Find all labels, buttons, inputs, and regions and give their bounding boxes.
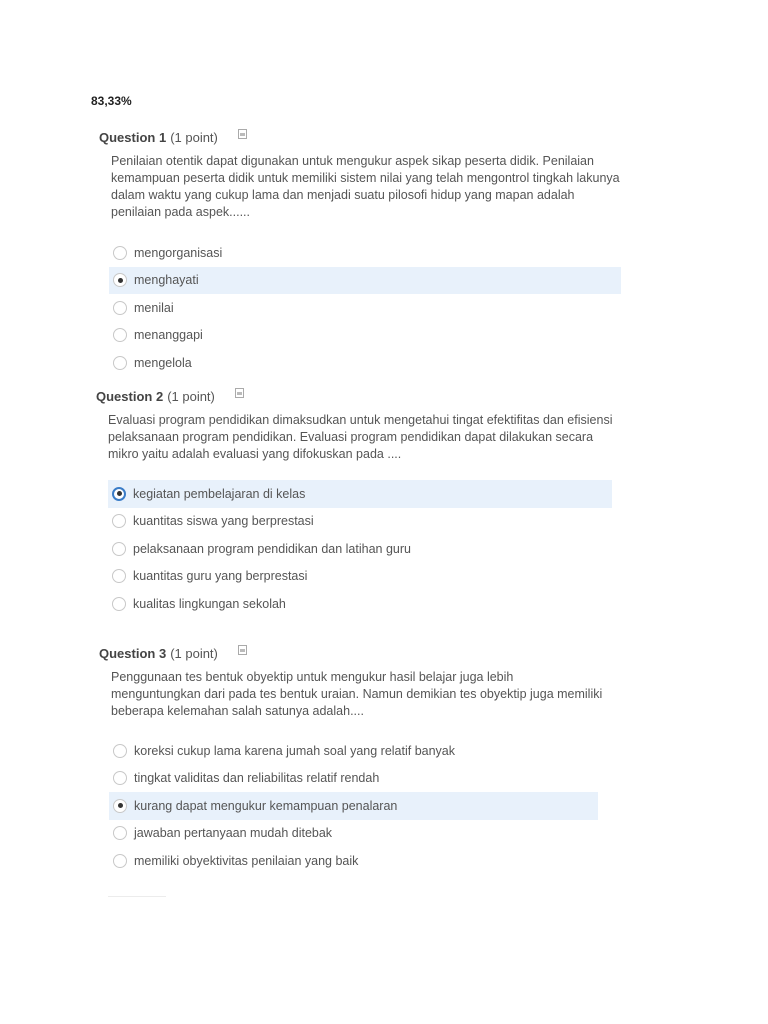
option-label: kuantitas guru yang berprestasi xyxy=(133,569,308,584)
question-text: Penggunaan tes bentuk obyektip untuk mengukur hasil belajar juga lebih menguntungkan dari pada tes bentuk uraian. Namun demikian tes obyektip juga memiliki beberapa kelemahan salah satunya adalah.... xyxy=(111,670,603,718)
option-2[interactable] xyxy=(109,765,621,793)
option-5[interactable] xyxy=(109,847,621,875)
radio-button[interactable] xyxy=(113,328,127,342)
answer-options xyxy=(109,239,639,377)
question-header xyxy=(96,386,636,406)
radio-button[interactable] xyxy=(113,301,127,315)
bookmark-icon[interactable] xyxy=(235,388,244,398)
radio-button[interactable] xyxy=(112,569,126,583)
option-label: menilai xyxy=(134,300,174,315)
option-1[interactable] xyxy=(108,480,612,508)
option-4[interactable] xyxy=(109,820,621,848)
radio-button[interactable] xyxy=(113,246,127,260)
option-label: memiliki obyektivitas penilaian yang baik xyxy=(134,853,359,868)
question-title: Question 1 xyxy=(99,129,167,145)
question-title: Question 3 xyxy=(99,645,167,661)
question-points: (1 point) xyxy=(170,645,218,661)
question-points: (1 point) xyxy=(167,388,215,404)
radio-button[interactable] xyxy=(112,597,126,611)
option-3[interactable] xyxy=(108,535,620,563)
radio-button[interactable] xyxy=(112,542,126,556)
option-label: kurang dapat mengukur kemampuan penalaran xyxy=(134,798,398,813)
question-1 xyxy=(99,127,639,377)
option-label: mengorganisasi xyxy=(134,245,223,260)
option-5[interactable] xyxy=(108,590,620,618)
option-label: menanggapi xyxy=(134,328,203,343)
question-header xyxy=(99,643,639,663)
option-4[interactable] xyxy=(108,563,620,591)
radio-button[interactable] xyxy=(113,273,127,287)
bookmark-icon[interactable] xyxy=(238,129,247,139)
question-header xyxy=(99,127,639,147)
radio-button[interactable] xyxy=(113,854,127,868)
radio-button[interactable] xyxy=(113,356,127,370)
score-percentage: 83,33% xyxy=(91,94,132,108)
question-2 xyxy=(96,386,636,618)
bookmark-icon[interactable] xyxy=(238,645,247,655)
option-label: jawaban pertanyaan mudah ditebak xyxy=(134,826,333,841)
option-label: menghayati xyxy=(134,273,199,288)
option-1[interactable] xyxy=(109,737,621,765)
option-3[interactable] xyxy=(109,792,598,820)
option-2[interactable] xyxy=(109,267,621,295)
option-2[interactable] xyxy=(108,508,620,536)
option-label: pelaksanaan program pendidikan dan latihan guru xyxy=(133,541,411,556)
option-5[interactable] xyxy=(109,349,621,377)
option-label: kualitas lingkungan sekolah xyxy=(133,596,286,611)
question-points: (1 point) xyxy=(170,129,218,145)
option-label: mengelola xyxy=(134,355,192,370)
question-3 xyxy=(99,643,639,875)
question-text: Evaluasi program pendidikan dimaksudkan untuk mengetahui tingat efektifitas dan efisiensi pelaksanaan program pendidikan. Evaluasi program pendidikan dapat dilakukan secara mikro yaitu adalah evaluasi yang difokuskan pada .... xyxy=(108,413,613,461)
option-3[interactable] xyxy=(109,294,621,322)
radio-button[interactable] xyxy=(113,771,127,785)
radio-button[interactable] xyxy=(113,744,127,758)
question-text: Penilaian otentik dapat digunakan untuk mengukur aspek sikap peserta didik. Penilaian kemampuan peserta didik untuk memiliki sistem nilai yang telah mengontrol tingkah lakunya dalam waktu yang cukup lama dan menjadi suatu pilosofi hidup yang mapan adalah penilaian pada aspek...... xyxy=(111,154,620,219)
option-4[interactable] xyxy=(109,322,621,350)
radio-button[interactable] xyxy=(113,799,127,813)
option-label: koreksi cukup lama karena jumah soal yang relatif banyak xyxy=(134,743,456,758)
option-1[interactable] xyxy=(109,239,621,267)
option-label: kuantitas siswa yang berprestasi xyxy=(133,514,314,529)
radio-button[interactable] xyxy=(113,826,127,840)
answer-options xyxy=(109,737,639,875)
answer-options xyxy=(108,480,636,618)
divider xyxy=(108,896,166,897)
option-label: kegiatan pembelajaran di kelas xyxy=(133,486,306,501)
question-title: Question 2 xyxy=(96,388,164,404)
radio-button[interactable] xyxy=(112,487,126,501)
option-label: tingkat validitas dan reliabilitas relatif rendah xyxy=(134,771,380,786)
radio-button[interactable] xyxy=(112,514,126,528)
